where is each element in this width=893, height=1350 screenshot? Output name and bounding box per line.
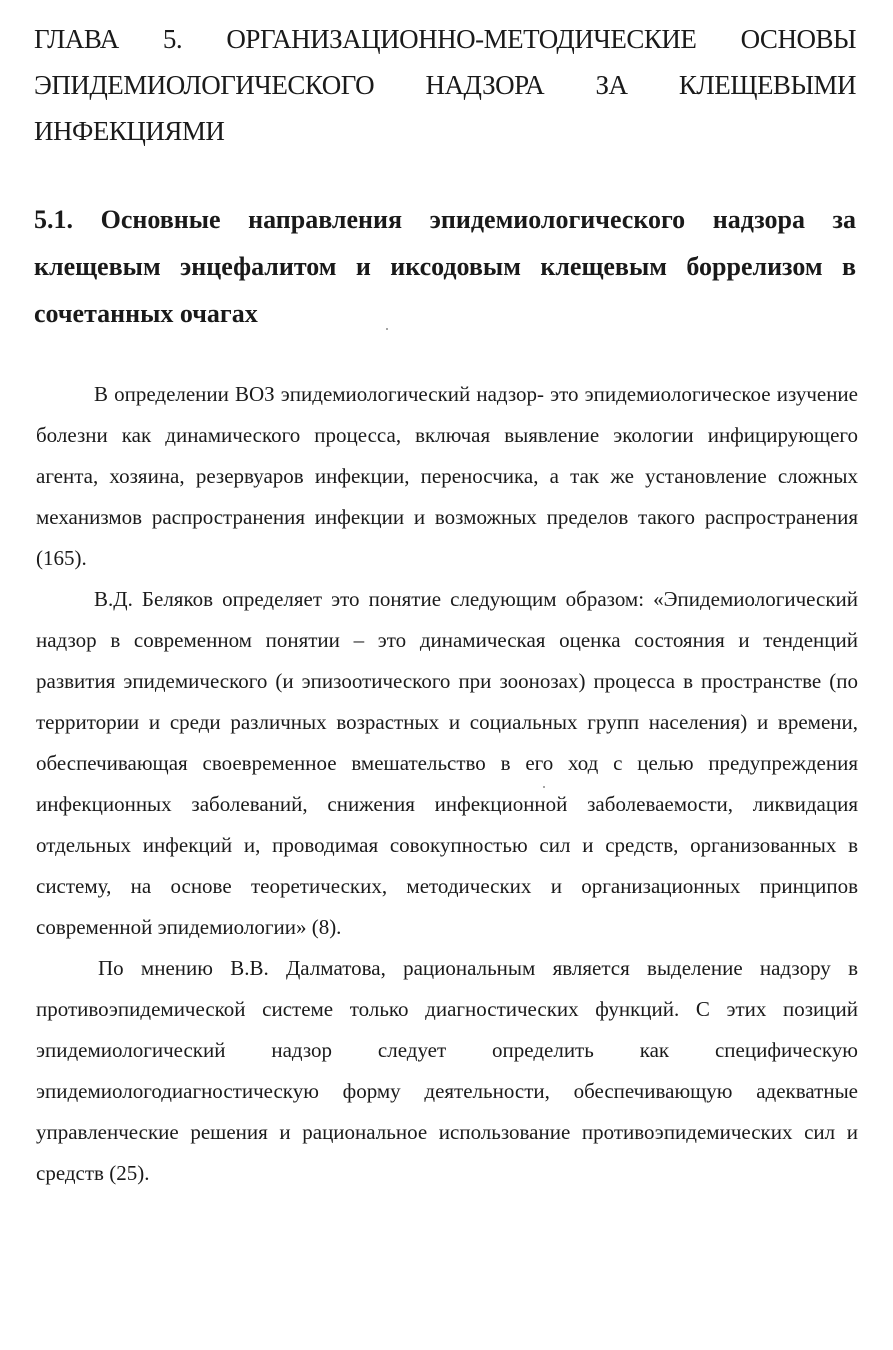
section-title: 5.1. Основные направления эпидемиологического надзора за клещевым энцефалитом и иксодовым клещевым боррелизом в сочетанных очагах bbox=[34, 205, 856, 328]
paragraph-belyakov-definition: В.Д. Беляков определяет это понятие следующим образом: «Эпидемиологический надзор в современном понятии – это динамическая оценка состояния и тенденций развития эпидемического (и эпизоотического при зоонозах) процесса в пространстве (по территории и среди различных возрастных и социальных групп населения) и времени, обеспечивающая своевременное вмешательство в его ход с целью предупреждения инфекционных заболеваний, снижения инфекционной заболеваемости, ликвидация отдельных инфекций и, проводимая совокупностью сил и средств, организованных в систему, на основе теоретических, методических и организационных принципов современной эпидемиологии» (8). bbox=[36, 587, 858, 939]
body-text bbox=[36, 374, 858, 1194]
paragraph-who-definition: В определении ВОЗ эпидемиологический надзор- это эпидемиологическое изучение болезни как динамического процесса, включая выявление экологии инфицирующего агента, хозяина, резервуаров инфекции, переносчика, а так же установление сложных механизмов распространения инфекции и возможных пределов такого распространения (165). bbox=[36, 382, 858, 570]
scan-speck bbox=[543, 786, 545, 788]
paragraph-dalmatov-opinion: По мнению В.В. Далматова, рациональным является выделение надзору в противоэпидемической системе только диагностических функций. С этих позиций эпидемиологический надзор следует определить как специфическую эпидемиологодиагностическую форму деятельности, обеспечивающую адекватные управленческие решения и рациональное использование противоэпидемических сил и средств (25). bbox=[36, 956, 858, 1185]
chapter-title: ГЛАВА 5. ОРГАНИЗАЦИОННО-МЕТОДИЧЕСКИЕ ОСНОВЫ ЭПИДЕМИОЛОГИЧЕСКОГО НАДЗОРА ЗА КЛЕЩЕВЫМИ ИНФЕКЦИЯМИ bbox=[34, 24, 856, 146]
scan-speck bbox=[386, 328, 388, 330]
